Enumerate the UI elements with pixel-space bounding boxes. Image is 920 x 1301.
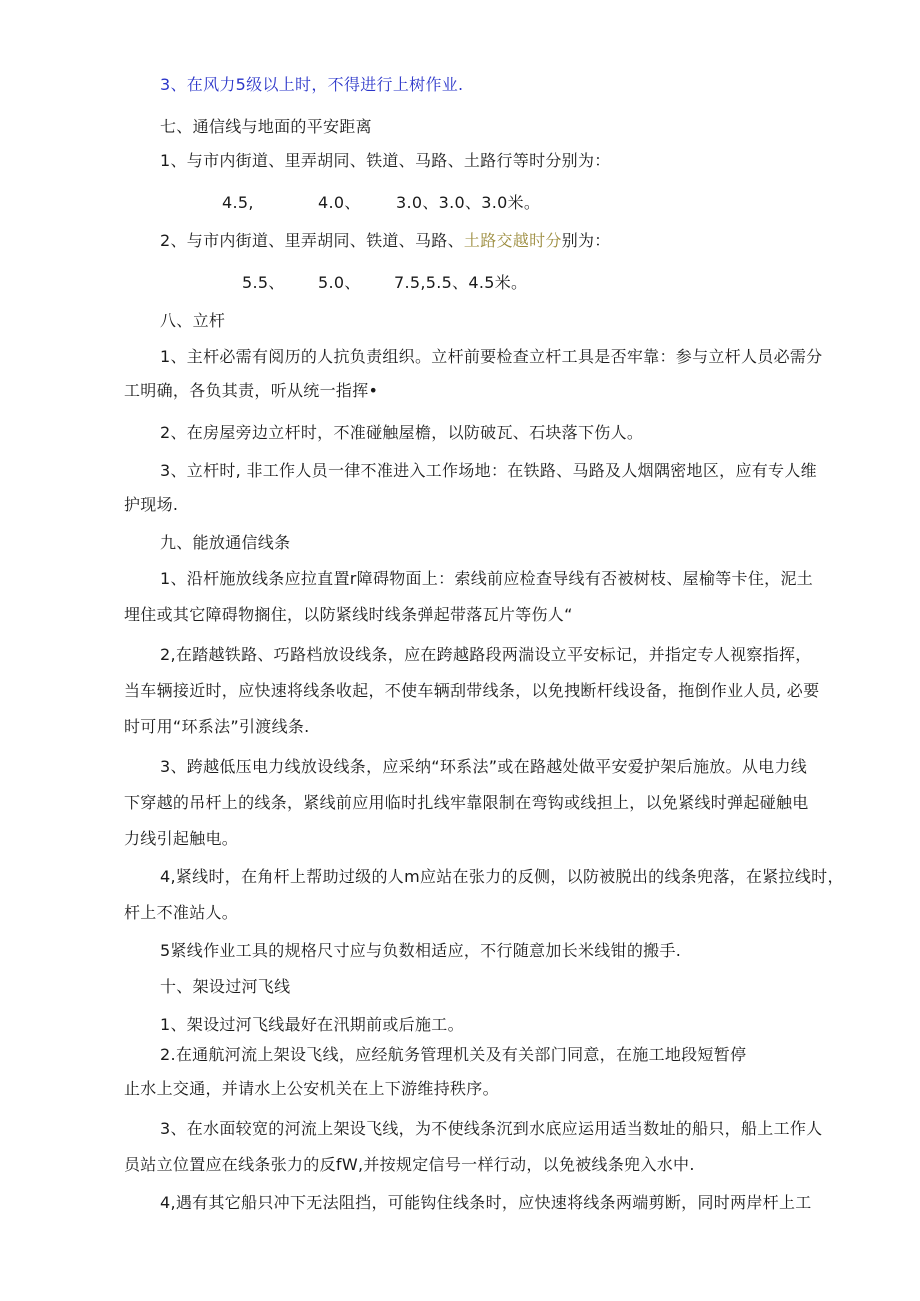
- paragraph-line: 止水上交通，并请水上公安机关在上下游维持秩序。: [124, 1079, 499, 1098]
- section-heading-10: 十、架设过河飞线: [160, 977, 291, 996]
- paragraph-line: 1、架设过河飞线最好在汛期前或后施工。: [160, 1015, 464, 1034]
- paragraph-line: 力线引起触电。: [124, 829, 239, 848]
- paragraph-line: 2.在通航河流上架设飞线，应经航务管理机关及有关部门同意，在施工地段短暂停: [160, 1045, 747, 1064]
- paragraph-line: 时可用“环系法”引渡线条.: [124, 717, 310, 736]
- distance-value: 3.0、3.0、3.0米。: [396, 193, 541, 212]
- distance-values-row-1: [222, 192, 540, 214]
- section-heading-8: 八、立杆: [160, 311, 226, 330]
- distance-value: 5.0、: [318, 273, 361, 292]
- paragraph-line: 1、主杆必需有阅历的人抗负责组织。立杆前要检查立杆工具是否牢靠：参与立杆人员必需分: [160, 347, 823, 366]
- paragraph-line: 4,紧线时，在角杆上帮助过级的人m应站在张力的反侧，以防被脱出的线条兜落，在紧拉线时，: [160, 867, 844, 886]
- paragraph-line: 1、与市内街道、里弄胡同、铁道、马路、土路行等时分别为：: [160, 151, 611, 170]
- paragraph-line: 3、在水面较宽的河流上架设飞线，为不使线条沉到水底应运用适当数址的船只，船上工作人: [160, 1119, 823, 1138]
- paragraph-line: 埋住或其它障碍物搁住，以防紧线时线条弹起带落瓦片等伤人“: [124, 605, 573, 624]
- item-wind-level: 3、在风力5级以上时，不得进行上树作业.: [160, 75, 464, 94]
- distance-value: 4.0、: [318, 193, 361, 212]
- distance-value: 5.5、: [242, 273, 285, 292]
- paragraph-line: 护现场.: [124, 495, 179, 514]
- section-heading-9: 九、能放通信线条: [160, 533, 291, 552]
- paragraph-line: 4,遇有其它船只冲下无法阻挡，可能钩住线条时，应快速将线条两端剪断，同时两岸杆上工: [160, 1193, 812, 1212]
- paragraph-line: 5紧线作业工具的规格尺寸应与负数相适应，不行随意加长米线钳的搬手.: [160, 941, 682, 960]
- paragraph-line: 2、在房屋旁边立杆时，不准碰触屋檐，以防破瓦、石块落下伤人。: [160, 423, 644, 442]
- paragraph-line: 当车辆接近时，应快速将线条收起，不使车辆刮带线条，以免拽断杆线设备，拖倒作业人员, 必要: [124, 681, 820, 700]
- section-heading-7: 七、通信线与地面的平安距离: [160, 117, 372, 136]
- text-segment: 别为：: [561, 231, 611, 250]
- paragraph-line: 下穿越的吊杆上的线条，紧线前应用临时扎线牢靠限制在弯钩或线担上，以免紧线时弹起碰触电: [124, 793, 809, 812]
- distance-value: 7.5,5.5、4.5米。: [394, 273, 528, 292]
- distance-value: 4.5,: [222, 193, 254, 212]
- paragraph-line: 工明确，各负其责，听从统一指挥•: [124, 381, 379, 400]
- paragraph-line: 3、立杆时, 非工作人员一律不准进入工作场地：在铁路、马路及人烟隅密地区，应有专人维: [160, 461, 817, 480]
- paragraph-line: 3、跨越低压电力线放设线条，应采纳“环系法”或在路越处做平安爱护架后施放。从电力线: [160, 757, 808, 776]
- paragraph-line: 1、沿杆施放线条应拉直置r障碍物面上：索线前应检查导线有否被树枝、屋榆等卡住，泥土: [160, 569, 814, 588]
- paragraph-line: 2,在踏越铁路、巧路档放设线条，应在跨越路段两湍设立平安标记，并指定专人视察指挥，: [160, 645, 812, 664]
- paragraph-line: 员站立位置应在线条张力的反fW,并按规定信号一样行动，以免被线条兜入水中.: [124, 1155, 695, 1174]
- paragraph-line: [160, 230, 611, 252]
- paragraph-line: 杆上不准站人。: [124, 903, 239, 922]
- text-segment: 2、与市内街道、里弄胡同、铁道、马路、: [160, 231, 464, 250]
- distance-values-row-2: [242, 272, 527, 294]
- highlighted-text: 土路交越时分: [463, 231, 562, 250]
